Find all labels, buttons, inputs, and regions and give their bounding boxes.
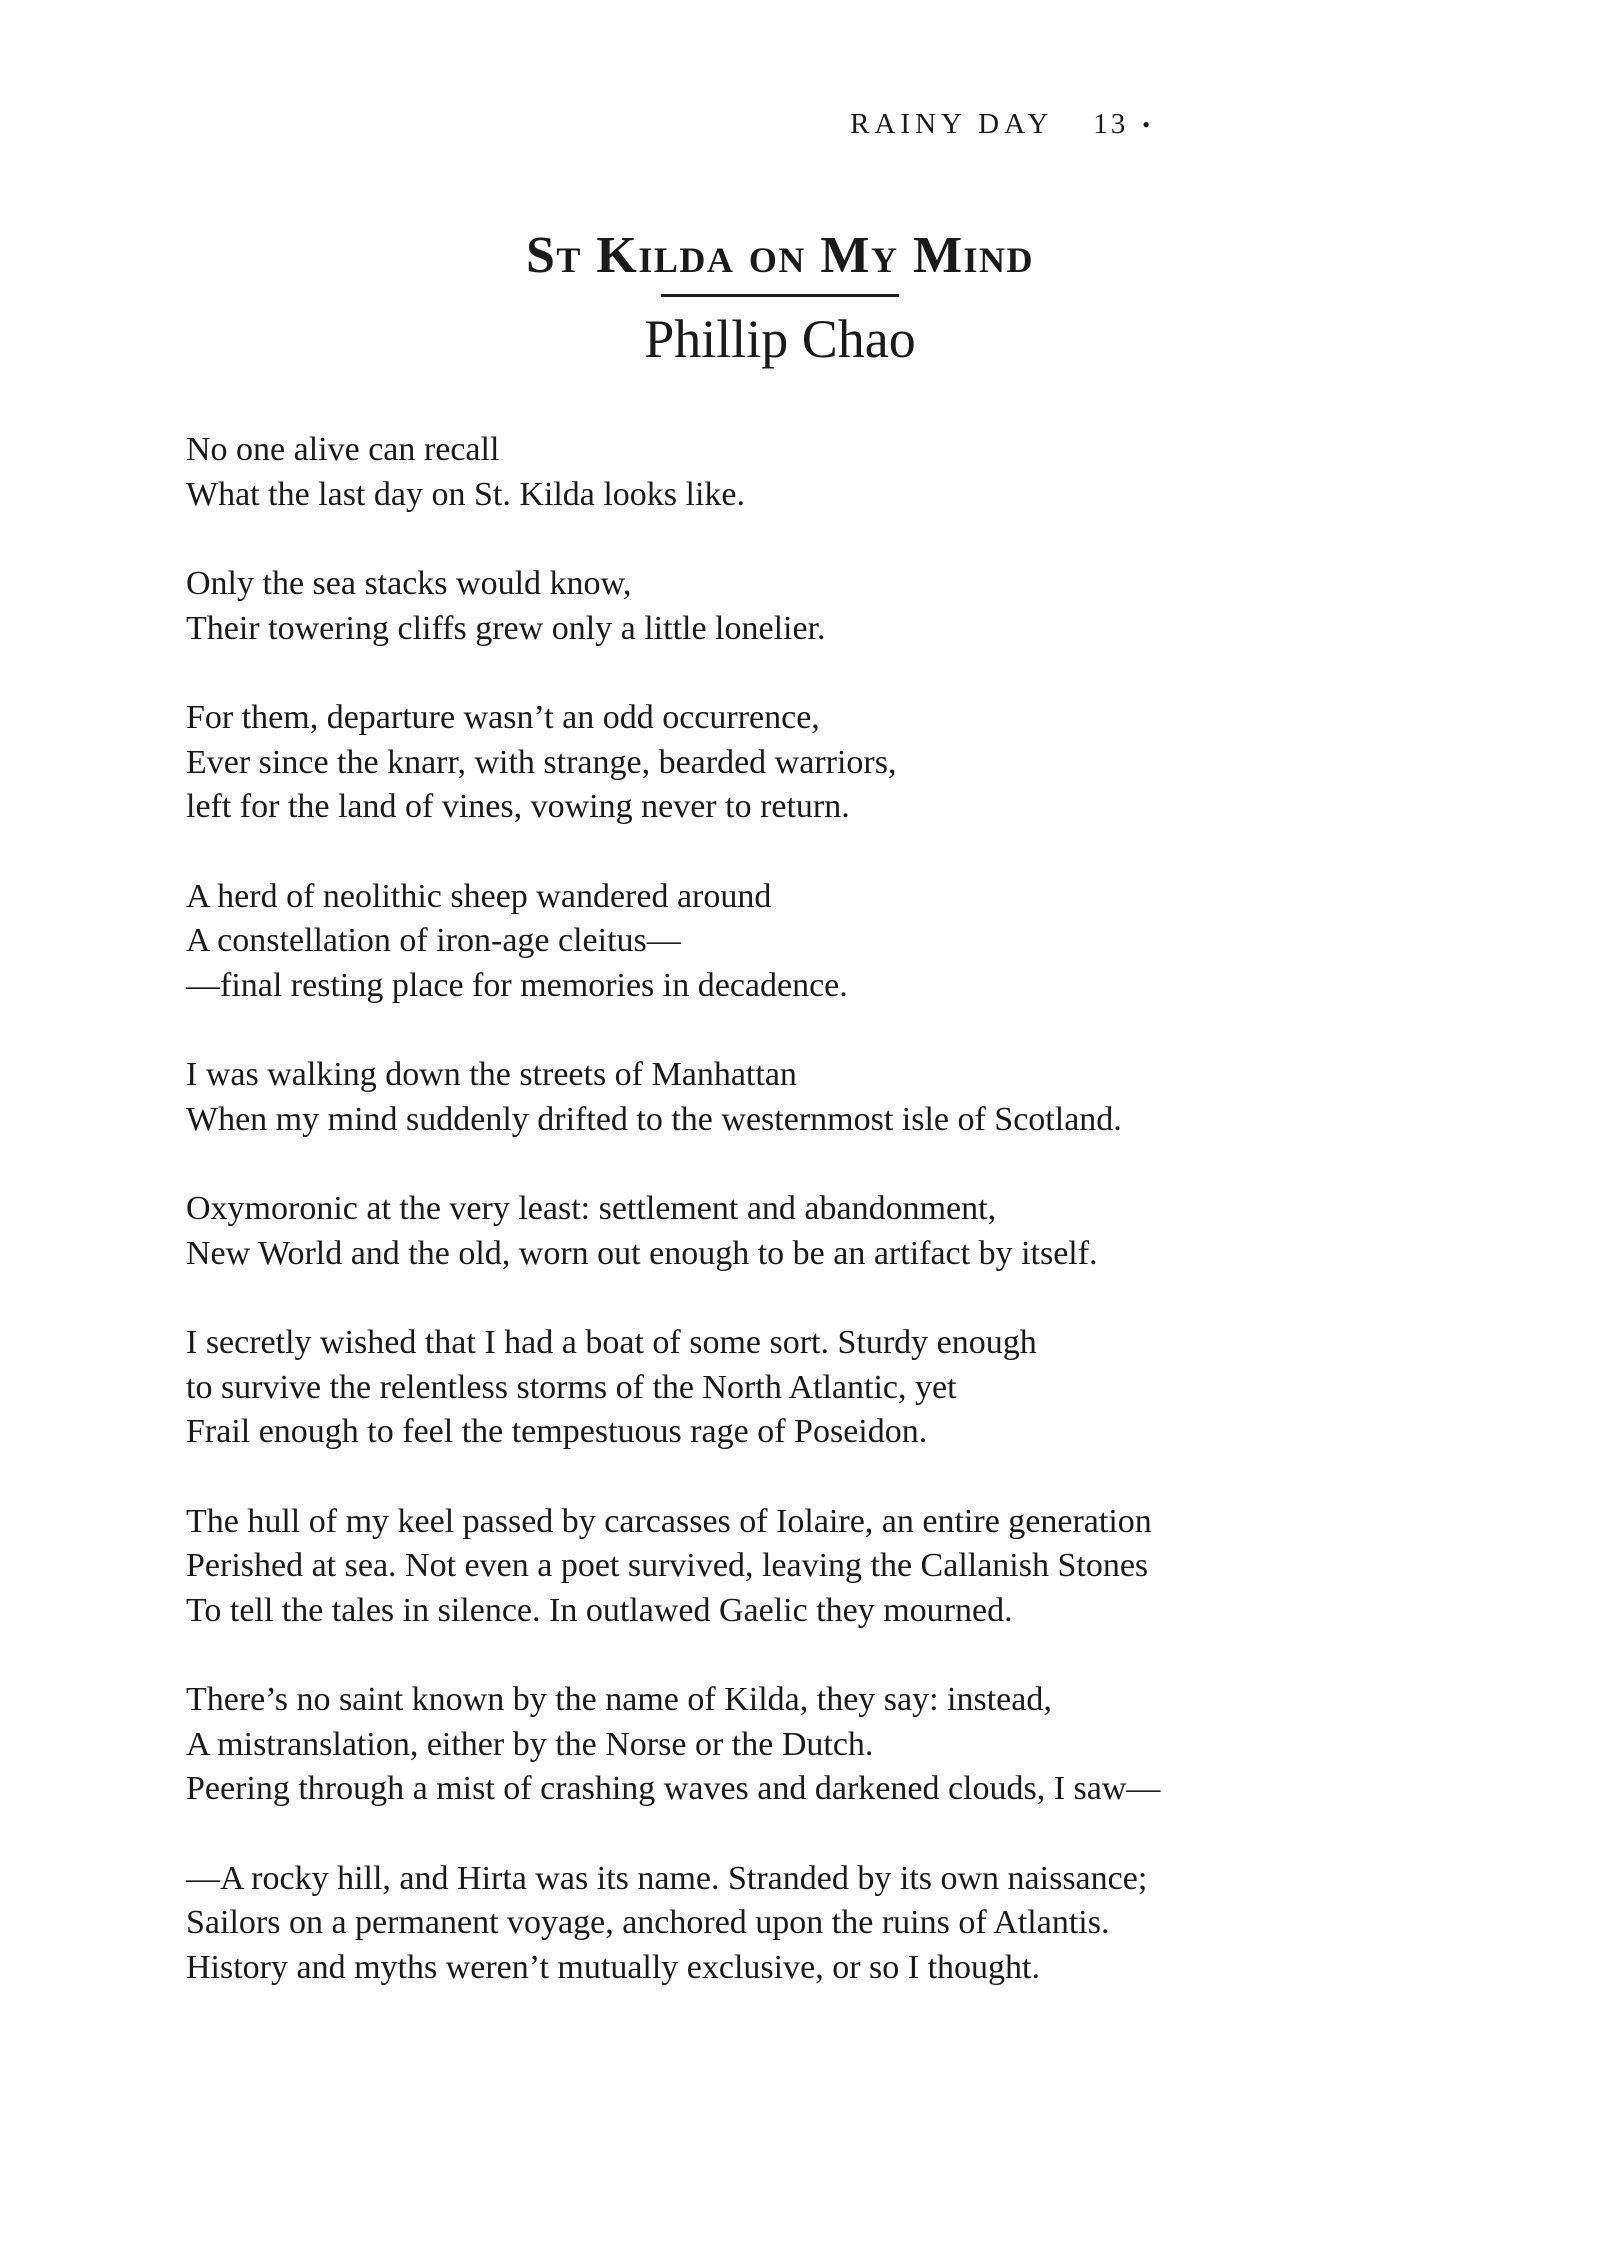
poem-line: What the last day on St. Kilda looks like.	[186, 475, 746, 513]
poem-line: —A rocky hill, and Hirta was its name. Stranded by its own naissance;	[186, 1859, 1148, 1897]
poem-body	[186, 428, 1486, 2035]
stanza	[186, 696, 1486, 830]
poem-line: A mistranslation, either by the Norse or the Dutch.	[186, 1725, 874, 1763]
poem-line: Sailors on a permanent voyage, anchored upon the ruins of Atlantis.	[186, 1904, 1110, 1941]
poem-line: to survive the relentless storms of the North Atlantic, yet	[186, 1368, 957, 1406]
stanza	[186, 1053, 1486, 1142]
poem-line: —final resting place for memories in decadence.	[186, 966, 848, 1004]
poem-line: New World and the old, worn out enough to be an artifact by itself.	[186, 1234, 1098, 1272]
title-block	[0, 226, 1560, 371]
page-number: 13	[1093, 108, 1129, 140]
poem-line: I was walking down the streets of Manhattan	[186, 1056, 797, 1093]
poem-title: St Kilda on My Mind	[525, 227, 1035, 284]
stanza	[186, 1678, 1486, 1812]
poem-line: I secretly wished that I had a boat of some sort. Sturdy enough	[186, 1324, 1037, 1361]
stanza	[186, 562, 1486, 651]
poem-line: To tell the tales in silence. In outlawed Gaelic they mourned.	[186, 1591, 1013, 1629]
poem-line: When my mind suddenly drifted to the westernmost isle of Scotland.	[186, 1100, 1122, 1138]
stanza	[186, 1321, 1486, 1455]
poem-line: Their towering cliffs grew only a little lonelier.	[186, 609, 826, 647]
poem-line: For them, departure wasn’t an odd occurrence,	[186, 699, 820, 736]
poem-author: Phillip Chao	[644, 309, 916, 369]
poem-line: No one alive can recall	[186, 431, 500, 468]
poem-line: Ever since the knarr, with strange, bearded warriors,	[186, 743, 897, 781]
running-header	[850, 108, 1154, 141]
poem-line: Frail enough to feel the tempestuous rage of Poseidon.	[186, 1413, 928, 1450]
stanza	[186, 1857, 1486, 1991]
poem-line: A herd of neolithic sheep wandered around	[186, 877, 772, 915]
bullet-icon: •	[1142, 111, 1154, 137]
poem-line: There’s no saint known by the name of Kilda, they say: instead,	[186, 1681, 1052, 1718]
poem-line: Oxymoronic at the very least: settlement and abandonment,	[186, 1190, 997, 1227]
poem-line: left for the land of vines, vowing never to return.	[186, 788, 850, 825]
stanza	[186, 428, 1486, 517]
stanza	[186, 1500, 1486, 1634]
poem-line: Peering through a mist of crashing waves and darkened clouds, I saw—	[186, 1770, 1161, 1807]
poem-line: Perished at sea. Not even a poet survived, leaving the Callanish Stones	[186, 1547, 1149, 1584]
poem-line: A constellation of iron-age cleitus—	[186, 922, 681, 959]
stanza	[186, 1187, 1486, 1276]
poem-line: The hull of my keel passed by carcasses of Iolaire, an entire generation	[186, 1502, 1152, 1540]
poem-line: Only the sea stacks would know,	[186, 565, 632, 602]
stanza	[186, 875, 1486, 1009]
title-divider	[661, 294, 899, 297]
poem-line: History and myths weren’t mutually exclusive, or so I thought.	[186, 1948, 1040, 1986]
running-header-section: RAINY DAY	[850, 108, 1054, 140]
